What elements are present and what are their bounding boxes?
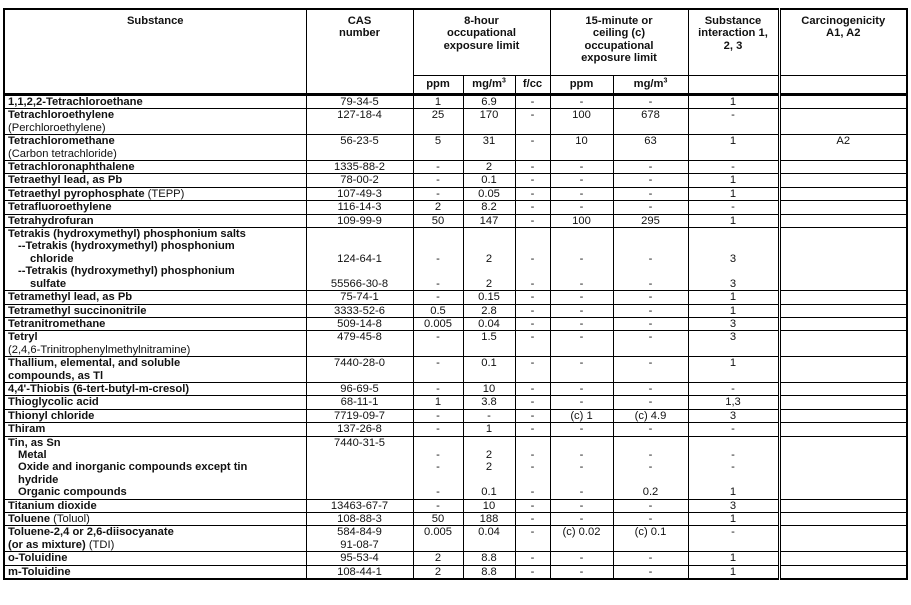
substance-alias: (Toluol) [53,513,90,525]
carcinogenicity [779,201,907,214]
ppm-15m: - [550,499,613,512]
ppm-8h: 25 [413,109,463,135]
ppm-15m: - [550,396,613,409]
carcinogenicity [779,304,907,317]
table-row [4,291,907,304]
carcinogenicity [779,436,907,499]
mg-15m: - [613,513,688,526]
interaction: - [688,109,779,135]
fcc-8h: - [515,304,550,317]
subheader-fcc: f/cc [515,76,550,95]
mg-8h: 0.15 [463,291,515,304]
cas-number: 95-53-4 [306,552,413,565]
fcc-8h: - [515,201,550,214]
ppm-8h: 1 [413,396,463,409]
substance-cell [4,436,306,499]
mg-8h: 8.2 [463,201,515,214]
substance-name: Tetrachloronaphthalene [4,161,306,174]
fcc-8h: - [515,109,550,135]
carcinogenicity [779,409,907,422]
table-row [4,135,907,161]
substance-variant: --Tetrakis (hydroxymethyl) phosphonium [18,265,235,278]
substance-name: 4,4'-Thiobis (6-tert-butyl-m-cresol) [4,382,306,395]
mg-8h: 2 2 [463,228,515,291]
ppm-8h: 1 [413,95,463,109]
mg-8h: 0.04 [463,526,515,552]
substance-name: Tetrafluoroethylene [4,201,306,214]
mg-15m: - [613,291,688,304]
substance-variant: Oxide and inorganic compounds except tin [18,461,248,474]
carcinogenicity [779,174,907,187]
ppm-15m: - [550,382,613,395]
substance-variant-cont: hydride [18,473,59,486]
fcc-8h: - [515,409,550,422]
exposure-limits-document [3,8,906,580]
subheader-ppm: ppm [413,76,463,95]
ppm-15m: - [550,552,613,565]
carcinogenicity [779,228,907,291]
ppm-8h: - [413,331,463,357]
header-cas: CAS number [306,9,413,95]
table-header [4,9,907,95]
subheader-ppm-15: ppm [550,76,613,95]
substance-name: Toluene [8,513,51,525]
table-row [4,565,907,579]
mg-15m: - [613,174,688,187]
substance-name: Tetrakis (hydroxymethyl) phosphonium salts [8,228,246,241]
carcinogenicity [779,317,907,330]
interaction: 3 [688,317,779,330]
substance-cell [4,228,306,291]
table-row [4,382,907,395]
interaction: 1 [688,357,779,383]
fcc-8h: - [515,565,550,579]
mg-8h: 1.5 [463,331,515,357]
table-row [4,396,907,409]
ppm-15m: 100 [550,109,613,135]
substance-cell [4,135,306,161]
cas-number: 509-14-8 [306,317,413,330]
header-carcinogenicity: Carcinogenicity A1, A2 [779,9,907,76]
substance-name: Thallium, elemental, and soluble [8,357,181,370]
mg-8h: 0.1 [463,357,515,383]
ppm-8h: - [413,174,463,187]
cas-number: 56-23-5 [306,135,413,161]
substance-cell [4,331,306,357]
mg-8h: 8.8 [463,565,515,579]
mg-8h: 2 2 0.1 [463,436,515,499]
fcc-8h: - - - [515,436,550,499]
header-15min: 15-minute or ceiling (c) occupational exposure limit [550,9,688,76]
mg-15m: - [613,423,688,436]
mg-8h: 8.8 [463,552,515,565]
mg-15m: - [613,304,688,317]
fcc-8h: - [515,331,550,357]
substance-variant-cont: chloride [30,252,74,265]
ppm-8h: 0.5 [413,304,463,317]
ppm-15m: - [550,291,613,304]
ppm-15m: (c) 0.02 [550,526,613,552]
interaction: 1 [688,187,779,200]
cas-number: 96-69-5 [306,382,413,395]
table-row [4,499,907,512]
fcc-8h: - [515,317,550,330]
substance-alias: (Carbon tetrachloride) [8,147,117,160]
cas-number: 79-34-5 [306,95,413,109]
interaction: 1 [688,565,779,579]
mg-8h: 170 [463,109,515,135]
substance-variant: Organic compounds [18,486,127,499]
subheader-interaction-empty [688,76,779,95]
interaction: - [688,526,779,552]
fcc-8h: - [515,161,550,174]
fcc-8h: - [515,174,550,187]
header-interaction: Substance interaction 1, 2, 3 [688,9,779,76]
cas-number: 124-64-1 55566-30-8 [306,228,413,291]
carcinogenicity [779,214,907,227]
interaction: 3 [688,409,779,422]
cas-number: 584-84-9 91-08-7 [306,526,413,552]
interaction: 1,3 [688,396,779,409]
interaction: - - 1 [688,436,779,499]
substance-name: Tetranitromethane [4,317,306,330]
carcinogenicity [779,396,907,409]
mg-8h: 0.05 [463,187,515,200]
fcc-8h: - [515,214,550,227]
interaction: - [688,201,779,214]
ppm-8h: 2 [413,565,463,579]
substance-name: o-Toluidine [4,552,306,565]
mg-8h: 31 [463,135,515,161]
substance-alias: (Perchloroethylene) [8,121,106,134]
ppm-8h: - [413,382,463,395]
mg-15m: 63 [613,135,688,161]
table-row [4,228,907,291]
interaction: 1 [688,95,779,109]
table-row [4,304,907,317]
ppm-15m: - [550,161,613,174]
mg-8h: 2.8 [463,304,515,317]
ppm-8h: - [413,423,463,436]
table-row [4,161,907,174]
mg-8h: 10 [463,499,515,512]
carcinogenicity [779,291,907,304]
mg-15m: - - [613,228,688,291]
ppm-15m: - [550,95,613,109]
interaction: 1 [688,513,779,526]
mg-8h: 0.1 [463,174,515,187]
cas-number: 107-49-3 [306,187,413,200]
mg-15m: 678 [613,109,688,135]
mg-15m: - [613,357,688,383]
table-row [4,95,907,109]
ppm-8h: - [413,161,463,174]
substance-cell [4,109,306,135]
carcinogenicity [779,513,907,526]
ppm-8h: 2 [413,201,463,214]
fcc-8h: - [515,423,550,436]
fcc-8h: - [515,499,550,512]
ppm-8h: 50 [413,214,463,227]
exposure-limits-table [3,8,908,580]
cas-number: 137-26-8 [306,423,413,436]
mg-15m: - [613,317,688,330]
mg-8h: 1 [463,423,515,436]
substance-cell [4,526,306,552]
ppm-8h: - [413,409,463,422]
table-row [4,187,907,200]
substance-abbrev: (TEPP) [147,187,185,200]
ppm-8h: 2 [413,552,463,565]
ppm-15m: 10 [550,135,613,161]
cas-number: 1335-88-2 [306,161,413,174]
carcinogenicity [779,187,907,200]
ppm-8h: - - - [413,436,463,499]
ppm-8h: 0.005 [413,317,463,330]
ppm-8h: 5 [413,135,463,161]
interaction: 3 [688,331,779,357]
substance-name-cont: (or as mixture) [8,538,86,551]
substance-cell [4,513,306,526]
carcinogenicity [779,565,907,579]
fcc-8h: - [515,513,550,526]
subheader-mg-15: $mg/m^3$ [613,76,688,95]
cas-number: 108-44-1 [306,565,413,579]
table-body [4,95,907,580]
ppm-8h: 50 [413,513,463,526]
carcinogenicity [779,95,907,109]
substance-name: Titanium dioxide [4,499,306,512]
substance-name: Tetryl [8,331,38,344]
ppm-15m: - [550,201,613,214]
ppm-15m: - [550,317,613,330]
table-row [4,201,907,214]
carcinogenicity [779,331,907,357]
mg-8h: 147 [463,214,515,227]
mg-15m: - [613,95,688,109]
substance-name: Tetraethyl pyrophosphate [8,187,145,200]
subheader-carc-empty [779,76,907,95]
mg-8h: 188 [463,513,515,526]
ppm-15m: 100 [550,214,613,227]
mg-8h: 3.8 [463,396,515,409]
ppm-15m: - [550,565,613,579]
carcinogenicity [779,552,907,565]
fcc-8h: - [515,95,550,109]
ppm-15m: - [550,187,613,200]
substance-name: Thiram [4,423,306,436]
header-substance: Substance [4,9,306,95]
table-row [4,526,907,552]
mg-15m: - [613,396,688,409]
table-row [4,423,907,436]
substance-name: Tetrachloromethane [8,135,115,148]
fcc-8h: - [515,552,550,565]
mg-8h: 6.9 [463,95,515,109]
ppm-15m: - [550,423,613,436]
cas-number: 109-99-9 [306,214,413,227]
mg-15m: 295 [613,214,688,227]
cas-number: 3333-52-6 [306,304,413,317]
mg-15m: - [613,331,688,357]
interaction: 1 [688,552,779,565]
interaction: 1 [688,214,779,227]
substance-name: Tetramethyl succinonitrile [4,304,306,317]
substance-variant: Metal [18,448,47,461]
substance-variant-cont: sulfate [30,277,67,290]
ppm-15m: - [550,513,613,526]
interaction: 1 [688,135,779,161]
cas-number: 116-14-3 [306,201,413,214]
interaction: 3 3 [688,228,779,291]
table-row [4,513,907,526]
ppm-8h: - - [413,228,463,291]
table-row [4,174,907,187]
carcinogenicity [779,382,907,395]
carcinogenicity [779,109,907,135]
cas-number: 7440-28-0 [306,357,413,383]
substance-name: Tin, as Sn [8,436,61,449]
substance-name: Tetraethyl lead, as Pb [4,174,306,187]
cas-number: 13463-67-7 [306,499,413,512]
substance-alias: (2,4,6-Trinitrophenylmethylnitramine) [8,343,191,356]
mg-15m: (c) 4.9 [613,409,688,422]
carcinogenicity [779,161,907,174]
substance-name: Toluene-2,4 or 2,6-diisocyanate [8,526,174,539]
fcc-8h: - [515,396,550,409]
interaction: 1 [688,174,779,187]
cas-number: 108-88-3 [306,513,413,526]
mg-8h: 10 [463,382,515,395]
mg-15m: - [613,499,688,512]
interaction: 1 [688,291,779,304]
substance-name: m-Toluidine [4,565,306,579]
mg-8h: 0.04 [463,317,515,330]
ppm-15m: - [550,357,613,383]
cas-number: 127-18-4 [306,109,413,135]
fcc-8h: - [515,291,550,304]
interaction: - [688,423,779,436]
carcinogenicity [779,526,907,552]
ppm-15m: - [550,331,613,357]
carcinogenicity [779,423,907,436]
cas-number: 75-74-1 [306,291,413,304]
fcc-8h: - [515,357,550,383]
header-8hour: 8-hour occupational exposure limit [413,9,550,76]
substance-name: Thioglycolic acid [4,396,306,409]
substance-abbrev: (TDI) [88,538,115,551]
mg-15m: (c) 0.1 [613,526,688,552]
mg-15m: - - 0.2 [613,436,688,499]
substance-name: Tetramethyl lead, as Pb [4,291,306,304]
mg-15m: - [613,161,688,174]
mg-8h: - [463,409,515,422]
fcc-8h: - [515,382,550,395]
ppm-8h: 0.005 [413,526,463,552]
ppm-15m: - [550,304,613,317]
fcc-8h: - [515,526,550,552]
interaction: - [688,161,779,174]
mg-15m: - [613,552,688,565]
subheader-mg: $mg/m^3$ [463,76,515,95]
ppm-8h: - [413,499,463,512]
cas-number: 479-45-8 [306,331,413,357]
ppm-8h: - [413,357,463,383]
carcinogenicity: A2 [779,135,907,161]
mg-15m: - [613,187,688,200]
fcc-8h: - - [515,228,550,291]
substance-cell [4,357,306,383]
table-row [4,436,907,499]
mg-8h: 2 [463,161,515,174]
table-row [4,552,907,565]
substance-name-cont: compounds, as Tl [8,369,104,382]
ppm-15m: - [550,174,613,187]
mg-15m: - [613,201,688,214]
table-row [4,109,907,135]
interaction: 1 [688,304,779,317]
table-row [4,409,907,422]
substance-name: 1,1,2,2-Tetrachloroethane [4,95,306,109]
interaction: - [688,382,779,395]
table-row [4,331,907,357]
table-row [4,357,907,383]
ppm-8h: - [413,187,463,200]
cas-number: 7719-09-7 [306,409,413,422]
substance-variant: --Tetrakis (hydroxymethyl) phosphonium [18,240,235,253]
mg-15m: - [613,565,688,579]
substance-name: Tetrachloroethylene [8,109,115,122]
mg-15m: - [613,382,688,395]
table-row [4,214,907,227]
cas-number: 7440-31-5 [306,436,413,499]
ppm-15m: - - [550,228,613,291]
substance-name: Tetrahydrofuran [4,214,306,227]
fcc-8h: - [515,187,550,200]
substance-cell [4,187,306,200]
table-row [4,317,907,330]
substance-name: Thionyl chloride [4,409,306,422]
carcinogenicity [779,499,907,512]
carcinogenicity [779,357,907,383]
cas-number: 78-00-2 [306,174,413,187]
cas-number: 68-11-1 [306,396,413,409]
ppm-15m: - - - [550,436,613,499]
ppm-15m: (c) 1 [550,409,613,422]
fcc-8h: - [515,135,550,161]
ppm-8h: - [413,291,463,304]
interaction: 3 [688,499,779,512]
